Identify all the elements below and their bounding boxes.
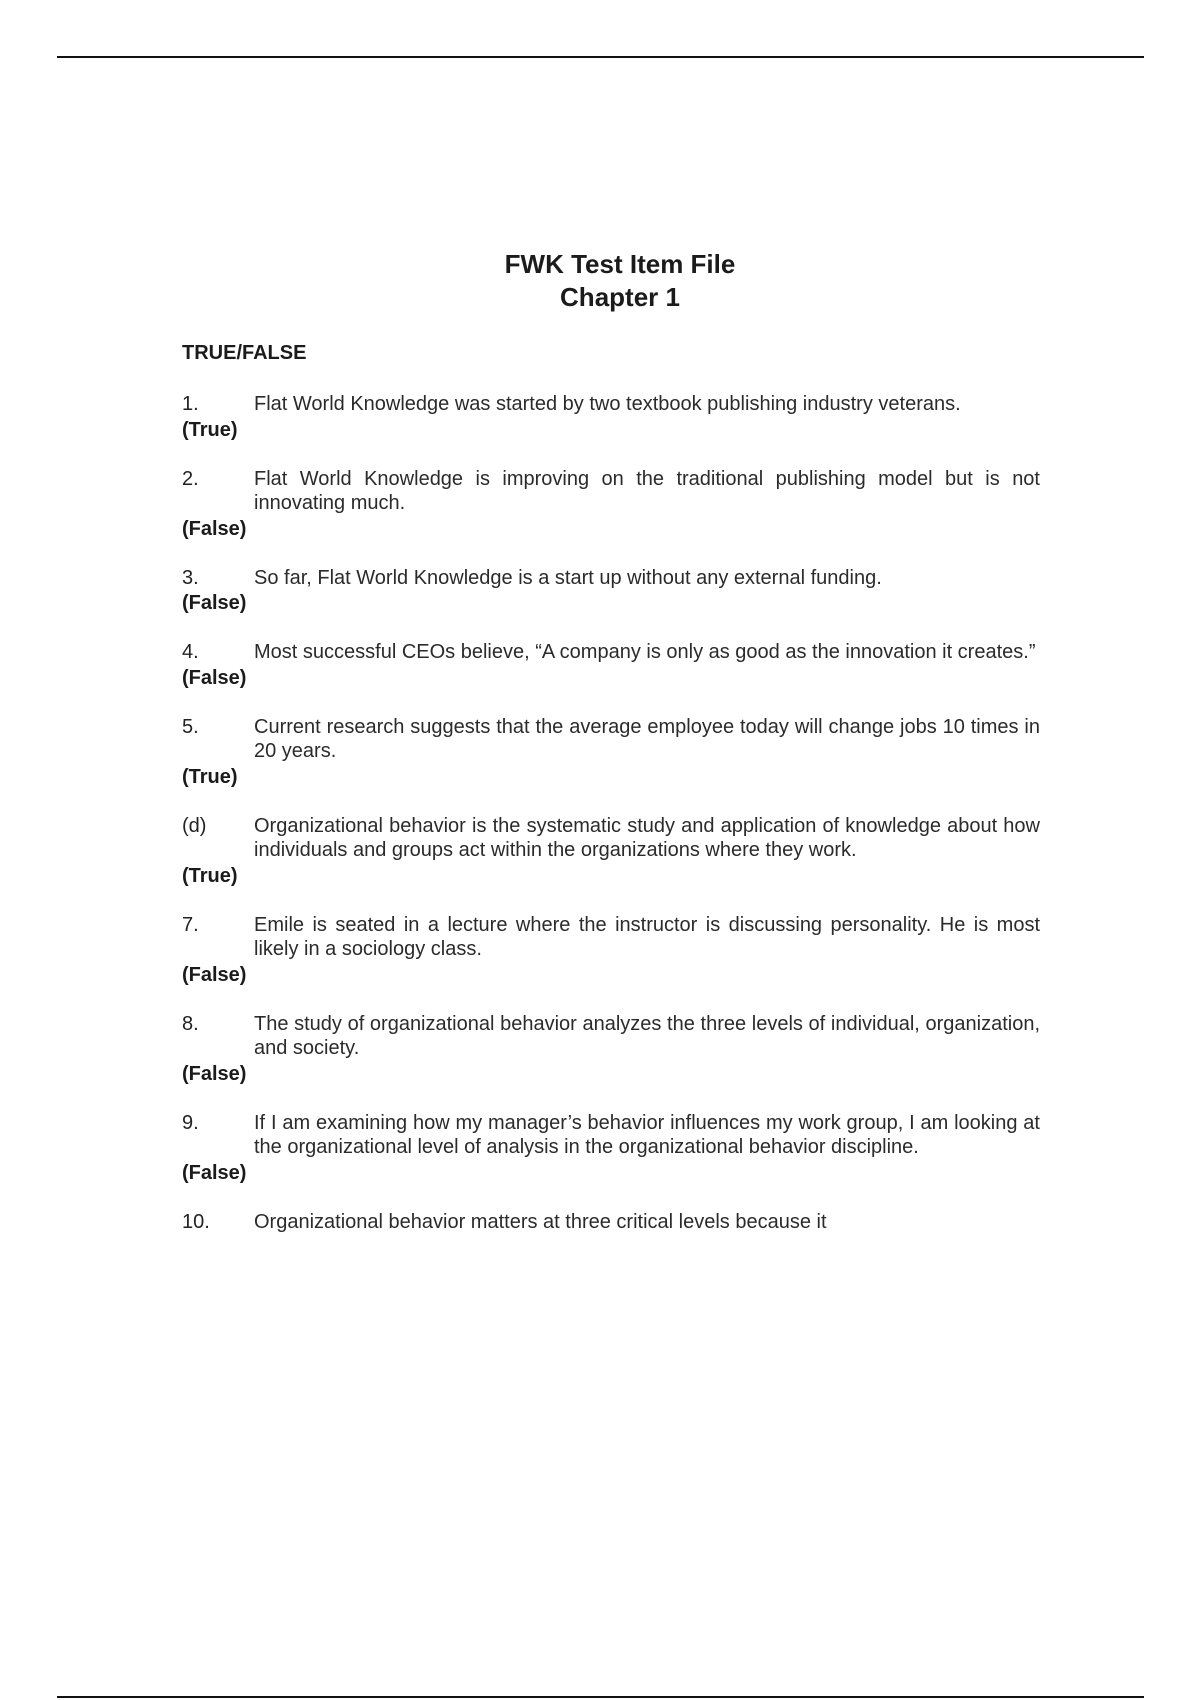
question-number: 3. [182, 566, 199, 589]
question-row [182, 392, 1040, 417]
question-item [182, 913, 1040, 988]
question-row [182, 467, 1040, 516]
question-number: 1. [182, 393, 199, 415]
question-text: Current research suggests that the average employee today will change jobs 10 times in 20 years. [254, 715, 1040, 762]
question-text: So far, Flat World Knowledge is a start up without any external funding. [254, 566, 882, 589]
title-line-1: FWK Test Item File [504, 249, 736, 279]
top-rule [57, 56, 1144, 58]
question-text: The study of organizational behavior analyzes the three levels of individual, organization, and society. [254, 1012, 1040, 1059]
question-text: Organizational behavior is the systematic study and application of knowledge about how individuals and groups act within the organizations where they work. [254, 814, 1040, 861]
question-number: 4. [182, 641, 199, 663]
question-number: 8. [182, 1012, 199, 1035]
section-heading: TRUE/FALSE [182, 342, 307, 364]
question-answer: (True) [182, 864, 238, 887]
question-number: 7. [182, 913, 199, 936]
question-number: (d) [182, 814, 207, 837]
question-answer: (True) [182, 765, 238, 788]
question-row [182, 913, 1040, 962]
question-item [182, 715, 1040, 790]
question-number: 10. [182, 1210, 210, 1233]
question-row [182, 1111, 1040, 1160]
question-answer: (False) [182, 666, 247, 689]
question-item [182, 392, 1040, 443]
question-number: 2. [182, 467, 199, 490]
question-row [182, 1012, 1040, 1061]
question-answer: (False) [182, 1062, 247, 1085]
question-answer: (True) [182, 418, 238, 441]
question-row [182, 814, 1040, 863]
document-title [0, 248, 1200, 314]
question-number: 5. [182, 715, 199, 738]
question-text: Most successful CEOs believe, “A company is only as good as the innovation it creates.” [254, 641, 1036, 663]
question-row [182, 566, 1040, 591]
question-number: 9. [182, 1111, 199, 1134]
question-item [182, 1210, 1040, 1235]
question-text: Flat World Knowledge was started by two textbook publishing industry veterans. [254, 393, 961, 415]
question-item [182, 1111, 1040, 1186]
question-text: Flat World Knowledge is improving on the traditional publishing model but is not innovating much. [254, 467, 1040, 514]
question-answer: (False) [182, 963, 247, 986]
question-row [182, 1210, 1040, 1235]
question-text: Emile is seated in a lecture where the instructor is discussing personality. He is most likely in a sociology class. [254, 913, 1040, 960]
question-text: If I am examining how my manager’s behavior influences my work group, I am looking at the organizational level of analysis in the organizational behavior discipline. [254, 1111, 1040, 1158]
question-item [182, 566, 1040, 617]
question-item [182, 467, 1040, 542]
question-list [182, 392, 1040, 1258]
question-answer: (False) [182, 1161, 247, 1184]
question-item [182, 814, 1040, 889]
question-row [182, 640, 1040, 665]
bottom-rule [57, 1696, 1144, 1698]
question-item [182, 1012, 1040, 1087]
question-text: Organizational behavior matters at three critical levels because it [254, 1210, 827, 1233]
question-item [182, 640, 1040, 691]
question-answer: (False) [182, 517, 247, 540]
title-line-2: Chapter 1 [560, 282, 680, 312]
question-answer: (False) [182, 592, 247, 614]
question-row [182, 715, 1040, 764]
